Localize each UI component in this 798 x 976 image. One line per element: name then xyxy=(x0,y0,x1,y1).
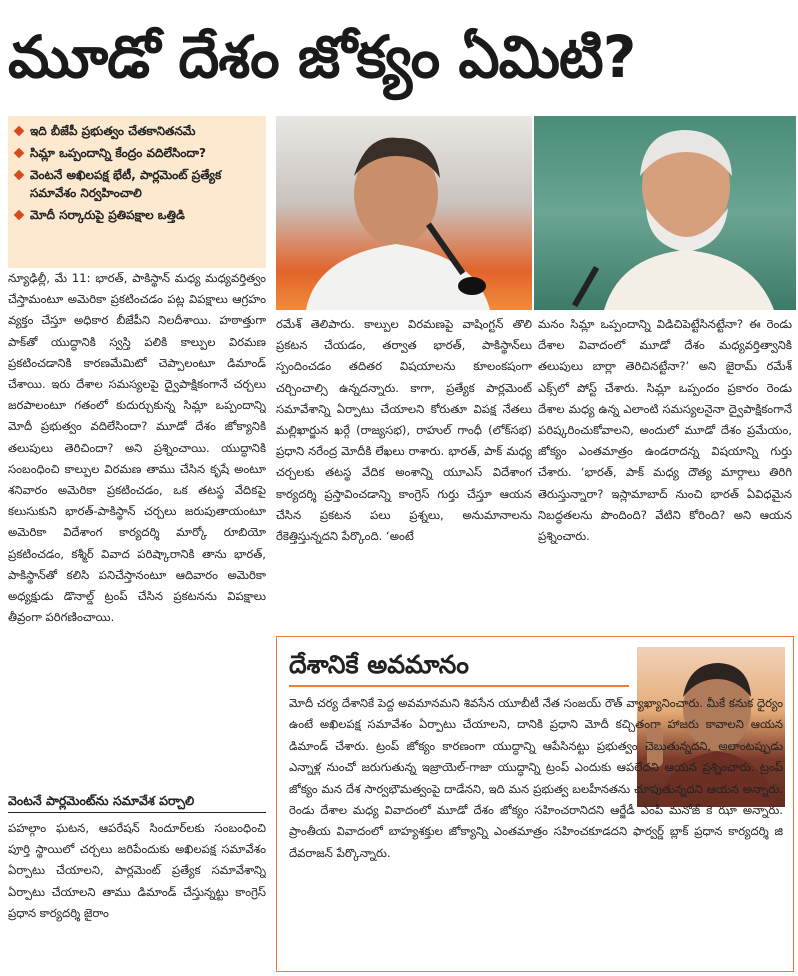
article-paragraph: రమేశ్ తెలిపారు. కాల్పుల విరమణపై వాషింగ్టన్ తొలి ప్రకటన చేయడం, తర్వాత భారత్, పాకిస్థాన్‌లు స్పందించడం తదితర విషయాలను కూలంకషంగా చర్చించాల్సి ఉన్నదన్నారు. కాగా, ప్రత్యేక పార్లమెంట్ సమావేశాన్ని ఏర్పాటు చేయాలని కోరుతూ విపక్ష నేతలు మల్లిఖార్జున ఖర్గే (రాజ్యసభ), రాహుల్ గాంధీ (లోక్‌సభ) ప్రధాని నరేంద్ర మోదీకి లేఖలు రాశారు. భారత్, పాక్ మధ్య చర్చలకు తటస్థ వేదిక అంశాన్ని యూఎస్ విదేశాంగ కార్యదర్శి ప్రస్తావించడాన్ని కాంగ్రెస్ గుర్తు చేస్తూ ఆయన చేసిన ప్రకటన పలు ప్రశ్నలు, అనుమానాలను రేకెత్తిస్తున్నదని పేర్కొంది. ‘అంటే xyxy=(276,317,532,544)
bullet-item xyxy=(14,166,260,202)
bullet-text: వెంటనే అఖిలపక్ష భేటీ, పార్లమెంట్ ప్రత్యేక సమావేశం నిర్వహించాలి xyxy=(30,168,222,200)
bullet-diamond-icon xyxy=(14,148,25,159)
sidebar-text: మోదీ చర్య దేశానికే పెద్ద అవమానమని శివసేన యూబీటీ నేత సంజయ్ రౌత్ వ్యాఖ్యానించారు. మీకే కనుక ధైర్యం ఉంటే అఖిలపక్ష సమావేశం ఏర్పాటు చేయాలని, దానికి ప్రధాని మోదీ కచ్చితంగా హాజరు కావాలని ఆయన డిమాండ్ చేశారు. ట్రంప్ జోక్యం కారణంగా యుద్ధాన్ని ఆపేసినట్టు ప్రభుత్వం చెబుతున్నదని, అలాంటప్పుడు ఎన్నాళ్ల నుంచో జరుగుతున్న ఇజ్రాయెల్-గాజా యుద్ధాన్ని ట్రంప్ ఎందుకు ఆపలేదని ఆయన ప్రశ్నించారు. ట్రంప్ జోక్యం మన దేశ సార్వభౌమత్వంపై దాడేనని, ఇది మన ప్రభుత్వ బలహీనతను చూపుతున్నదని ఆయన అన్నారు. రెండు దేశాల మధ్య వివాదంలో మూడో దేశం జోక్యం సహించరానిదని ఆర్జేడీ ఎంపీ మనోజ్ కె ఝా అన్నారు. ప్రాంతీయ వివాదంలో బాహ్యశక్తుల జోక్యాన్ని ఎంతమాత్రం సహించకూడదని ఫార్వర్డ్ బ్లాక్ ప్రధాన కార్యదర్శి జి దేవరాజన్ పేర్కొన్నారు. xyxy=(289,696,783,860)
bullet-diamond-icon xyxy=(14,126,25,137)
bullet-item xyxy=(14,144,260,162)
article-column-2 xyxy=(276,314,532,634)
headline: మూడో దేశం జోక్యం ఏమిటి? xyxy=(8,23,636,91)
bullet-text: ఇది బీజేపీ ప్రభుత్వం చేతకానితనమే xyxy=(30,124,196,138)
bullet-text: మోదీ సర్కారుపై ప్రతిపక్షాల ఒత్తిడి xyxy=(30,208,185,222)
bullet-box xyxy=(8,116,266,268)
article-paragraph: మనం సిమ్లా ఒప్పందాన్ని విడిచిపెట్టేసినట్టేనా? ఈ రెండు దేశాల వివాదంలో మూడో దేశం మధ్యవర్తిత్వానికి తలుపులు బార్లా తెరిచినట్టేనా?’ అని జైరామ్ రమేశ్ ఎక్స్‌లో పోస్ట్ చేశారు. సిమ్లా ఒప్పందం ప్రకారం రెండు దేశాల మధ్య ఉన్న ఎలాంటి సమస్యలనైనా ద్వైపాక్షికంగానే పరిష్కరించుకోవాలని, అందులో మూడో దేశం ప్రమేయం, జోక్యం ఎంతమాత్రం ఉండరాదన్న విషయాన్ని గుర్తు చేశారు. ‘భారత్, పాక్ మధ్య దౌత్య మార్గాలు తిరిగి తెరుస్తున్నారా? ఇస్లామాబాద్ నుంచి భారత్ ఏవిధమైన నిబద్ధతలను పొందింది? వేటిని కోరింది? అని ఆయన ప్రశ్నించారు. xyxy=(538,317,792,544)
article-column-1 xyxy=(8,268,266,790)
bullet-diamond-icon xyxy=(14,210,25,221)
sidebar-heading: దేశానికే అవమానం xyxy=(289,650,469,679)
bullet-diamond-icon xyxy=(14,170,25,181)
article-paragraph: పహల్గాం ఘటన, ఆపరేషన్ సిందూర్‌లకు సంబంధించి పూర్తి స్థాయిలో చర్చలు జరిపేందుకు అఖిలపక్ష సమావేశం ఏర్పాటు చేయాలని, పార్లమెంట్ ప్రత్యేక సమావేశాన్ని ఏర్పాటు చేయాలని తాము డిమాండ్ చేస్తున్నట్టు కాంగ్రెస్ ప్రధాన కార్యదర్శి జైరాం xyxy=(8,821,266,920)
bullet-text: సిమ్లా ఒప్పందాన్ని కేంద్రం వదిలేసిందా? xyxy=(30,146,206,160)
narendra-modi-photo xyxy=(534,116,796,310)
sidebar-box xyxy=(276,636,794,972)
sidebar-heading-rule xyxy=(289,685,629,687)
rahul-gandhi-photo xyxy=(276,116,532,310)
article-column-1-continued xyxy=(8,818,266,976)
article-column-3 xyxy=(538,314,792,634)
bullet-item xyxy=(14,206,260,224)
article-paragraph: న్యూఢిల్లీ, మే 11: భారత్, పాకిస్థాన్ మధ్య మధ్యవర్తిత్వం చేస్తామంటూ అమెరికా ప్రకటించడం పట్ల విపక్షాలు ఆగ్రహం వ్యక్తం చేస్తూ అధికార బీజేపీని నిలదీశాయి. హఠాత్తుగా పాక్‌తో యుద్ధానికి స్వస్తి పలికి కాల్పుల విరమణ ప్రకటించడానికి కారణమేమిటో చెప్పాలంటూ డిమాండ్ చేశాయి. ఇరు దేశాల సమస్యలపై ద్వైపాక్షికంగానే చర్చలు జరపాలంటూ గతంలో కుదుర్చుకున్న సిమ్లా ఒప్పందాన్ని మోదీ ప్రభుత్వం వదిలేసిందా? మూడో దేశం జోక్యానికి తలుపులు తెరిచిందా? అని ప్రశ్నించాయి. యుద్ధానికి సంబంధించి కాల్పుల విరమణ తాము చేసిన కృషే అంటూ శనివారం అమెరికా ప్రకటించడం, ఒక తటస్థ వేదికపై కలుసుకుని భారత్-పాకిస్థాన్ చర్చలు జరుపుతాయంటూ అమెరికా విదేశాంగ కార్యదర్శి మార్కో రూబియో ప్రకటించడం, కశ్మీర్ వివాద పరిష్కారానికి తాను భారత్, పాకిస్థాన్‌తో కలిసి పనిచేస్తానంటూ ఆదివారం అమెరికా అధ్యక్షుడు డొనాల్డ్ ట్రంప్ చేసిన ప్రకటనను విపక్షాలు తీవ్రంగా పరిగణించాయి. xyxy=(8,271,266,625)
subheading-parliament: వెంటనే పార్లమెంట్‌ను సమావేశ పర్చాలి xyxy=(8,790,266,813)
bullet-item xyxy=(14,122,260,140)
